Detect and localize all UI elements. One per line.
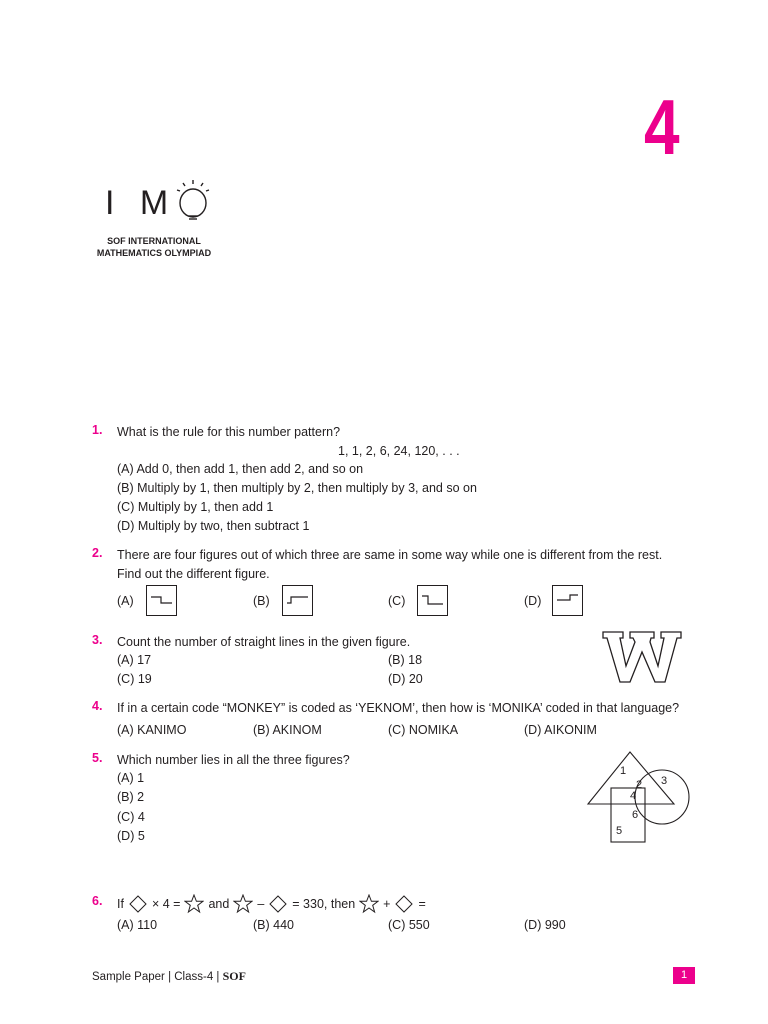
diamond-icon — [394, 894, 414, 914]
diamond-icon — [128, 894, 148, 914]
star-icon — [184, 894, 204, 914]
footer-text: Sample Paper | Class-4 | — [92, 971, 220, 983]
option[interactable]: (D) 990 — [524, 918, 566, 932]
text-part: and — [208, 896, 230, 911]
question-number: 1. — [92, 423, 103, 437]
question-text: If in a certain code “MONKEY” is coded as ‘YEKNOM’, then how is ‘MONIKA’ coded in that language? — [117, 701, 680, 715]
logo-subtitle — [96, 235, 212, 259]
option[interactable]: (D) 5 — [117, 829, 145, 843]
question-number: 4. — [92, 699, 103, 713]
venn-label: 2 — [636, 779, 643, 791]
option[interactable]: (D) AIKONIM — [524, 723, 597, 737]
star-icon — [233, 894, 253, 914]
question-number: 3. — [92, 633, 103, 647]
text-part: × 4 = — [151, 896, 181, 911]
option[interactable]: (C) 550 — [388, 918, 430, 932]
venn-label: 3 — [661, 775, 668, 787]
venn-label: 5 — [616, 825, 623, 837]
number-pattern: 1, 1, 2, 6, 24, 120, . . . — [338, 444, 460, 458]
class-number: 4 — [644, 83, 680, 171]
text-if: If — [117, 896, 124, 911]
logo-line1: SOF INTERNATIONAL — [107, 236, 201, 246]
question-text: What is the rule for this number pattern? — [117, 425, 341, 439]
figure-a — [146, 585, 177, 616]
question-text-line2: Find out the different figure. — [117, 567, 270, 581]
figure-b — [282, 585, 313, 616]
bulb-icon — [174, 178, 214, 224]
page-number: 1 — [673, 967, 695, 984]
option[interactable]: (C) 19 — [117, 672, 152, 686]
venn-label: 6 — [632, 809, 639, 821]
option[interactable]: (B) — [253, 594, 270, 608]
diamond-icon — [268, 894, 288, 914]
venn-figure — [583, 750, 693, 845]
footer — [92, 969, 246, 984]
option[interactable]: (C) NOMIKA — [388, 723, 459, 737]
option[interactable]: (B) Multiply by 1, then multiply by 2, then multiply by 3, and so on — [117, 481, 477, 495]
question-text — [117, 894, 426, 914]
option[interactable]: (D) — [524, 594, 542, 608]
question-text: There are four figures out of which three are same in some way while one is different from the rest. — [117, 548, 663, 562]
option[interactable]: (A) 17 — [117, 653, 152, 667]
w-letter-figure — [601, 630, 683, 684]
question-number: 5. — [92, 751, 103, 765]
question-text: Which number lies in all the three figures? — [117, 753, 350, 767]
text-part: + — [383, 896, 391, 911]
option[interactable]: (A) KANIMO — [117, 723, 187, 737]
option[interactable]: (D) Multiply by two, then subtract 1 — [117, 519, 310, 533]
venn-label: 4 — [630, 790, 637, 802]
star-icon — [359, 894, 379, 914]
option[interactable]: (B) 440 — [253, 918, 294, 932]
option[interactable]: (B) AKINOM — [253, 723, 322, 737]
text-part: = — [418, 896, 426, 911]
option[interactable]: (D) 20 — [388, 672, 423, 686]
text-part: = 330, then — [292, 896, 356, 911]
option[interactable]: (C) — [388, 594, 406, 608]
footer-brand: SOF — [222, 969, 246, 983]
option[interactable]: (A) Add 0, then add 1, then add 2, and so on — [117, 462, 364, 476]
logo-letters: I M — [105, 184, 177, 222]
option[interactable]: (A) 1 — [117, 771, 145, 785]
option[interactable]: (C) Multiply by 1, then add 1 — [117, 500, 274, 514]
option[interactable]: (C) 4 — [117, 810, 145, 824]
figure-c — [417, 585, 448, 616]
option[interactable]: (B) 18 — [388, 653, 423, 667]
option[interactable]: (A) — [117, 594, 134, 608]
text-part: – — [257, 896, 265, 911]
logo-line2: MATHEMATICS OLYMPIAD — [96, 248, 212, 258]
option[interactable]: (B) 2 — [117, 790, 145, 804]
question-number: 6. — [92, 894, 103, 908]
figure-d — [552, 585, 583, 616]
question-number: 2. — [92, 546, 103, 560]
question-text: Count the number of straight lines in the given figure. — [117, 635, 411, 649]
venn-label: 1 — [620, 765, 627, 777]
option[interactable]: (A) 110 — [117, 918, 158, 932]
